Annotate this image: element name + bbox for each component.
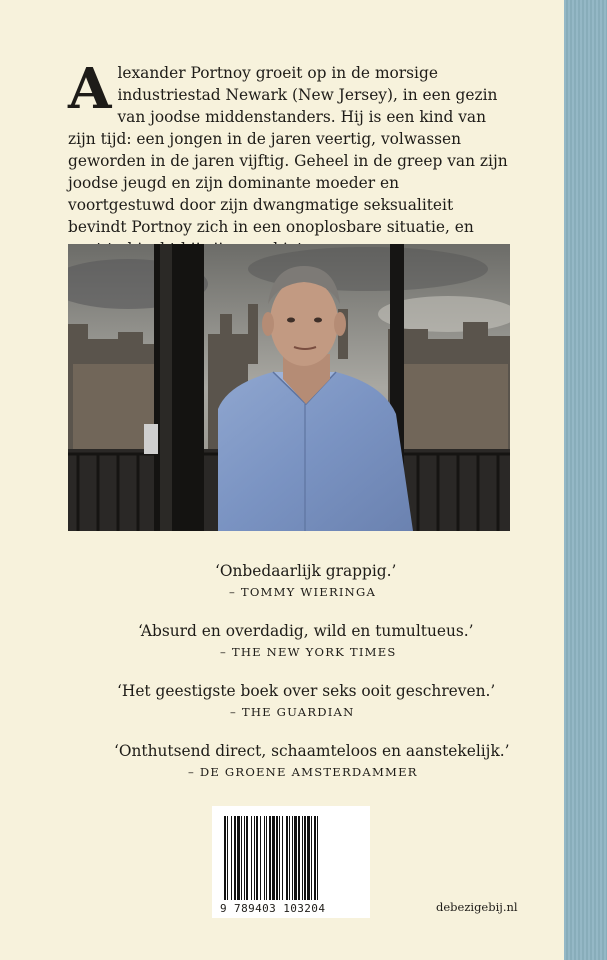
- review-quote: [114, 742, 510, 779]
- isbn-number: 9 789403 103204: [220, 902, 326, 915]
- barcode-bars: [222, 816, 360, 900]
- barcode-bar: [244, 816, 245, 900]
- barcode-bar: [237, 816, 240, 900]
- barcode-bar: [302, 816, 303, 900]
- barcode-bar: [272, 816, 275, 900]
- barcode-bar: [282, 816, 283, 900]
- barcode-bar: [264, 816, 265, 900]
- quote-text: ‘Absurd en overdadig, wild en tumultueus.’: [138, 622, 474, 640]
- barcode-bar: [227, 816, 228, 900]
- quote-text: ‘Onbedaarlijk grappig.’: [215, 562, 397, 580]
- review-quote: [138, 622, 474, 659]
- barcode-bar: [304, 816, 306, 900]
- barcode-bar: [317, 816, 318, 900]
- quote-source: – TOMMY WIERINGA: [229, 585, 377, 599]
- barcode-bar: [286, 816, 288, 900]
- quote-text: ‘Het geestigste boek over seks ooit geschreven.’: [117, 682, 496, 700]
- barcode-bar: [231, 816, 232, 900]
- blurb: [68, 56, 508, 260]
- quote-source: – DE GROENE AMSTERDAMMER: [188, 765, 418, 779]
- quote-source: – THE NEW YORK TIMES: [220, 645, 397, 659]
- barcode-bar: [234, 816, 236, 900]
- publisher-website: debezigebij.nl: [436, 900, 518, 914]
- blurb-text: lexander Portnoy groeit op in de morsige industriestad Newark (New Jersey), in een gezin van joodse middenstanders. Hij is een kind van zijn tijd: een jongen in de jaren veertig, volwassen geworden in de jaren vijftig. Geheel in de greep van zijn joodse jeugd en zijn dominante moeder en voortgestuwd door zijn dwangmatige seksualiteit bevindt Portnoy zich in een onoplosbare situatie, en: [68, 64, 508, 236]
- barcode-bar: [289, 816, 290, 900]
- barcode: [212, 806, 370, 918]
- barcode-bar: [254, 816, 255, 900]
- barcode-bar: [307, 816, 310, 900]
- barcode-bar: [292, 816, 293, 900]
- review-quote: [117, 682, 495, 719]
- barcode-bar: [279, 816, 280, 900]
- barcode-bar: [241, 816, 242, 900]
- review-quote: [215, 562, 396, 599]
- author-photo: [68, 244, 510, 531]
- quote-text: ‘Onthutsend direct, schaamteloos en aanstekelijk.’: [114, 742, 510, 760]
- quote-source: – THE GUARDIAN: [230, 705, 355, 719]
- barcode-bar: [224, 816, 226, 900]
- barcode-bar: [269, 816, 271, 900]
- drop-cap: A: [68, 56, 112, 122]
- barcode-bar: [276, 816, 278, 900]
- barcode-bar: [266, 816, 267, 900]
- barcode-bar: [298, 816, 300, 900]
- barcode-bar: [294, 816, 297, 900]
- barcode-bar: [260, 816, 261, 900]
- book-spine: [564, 0, 607, 960]
- barcode-bar: [314, 816, 316, 900]
- barcode-bar: [251, 816, 252, 900]
- barcode-bar: [311, 816, 312, 900]
- barcode-bar: [256, 816, 258, 900]
- barcode-bar: [246, 816, 248, 900]
